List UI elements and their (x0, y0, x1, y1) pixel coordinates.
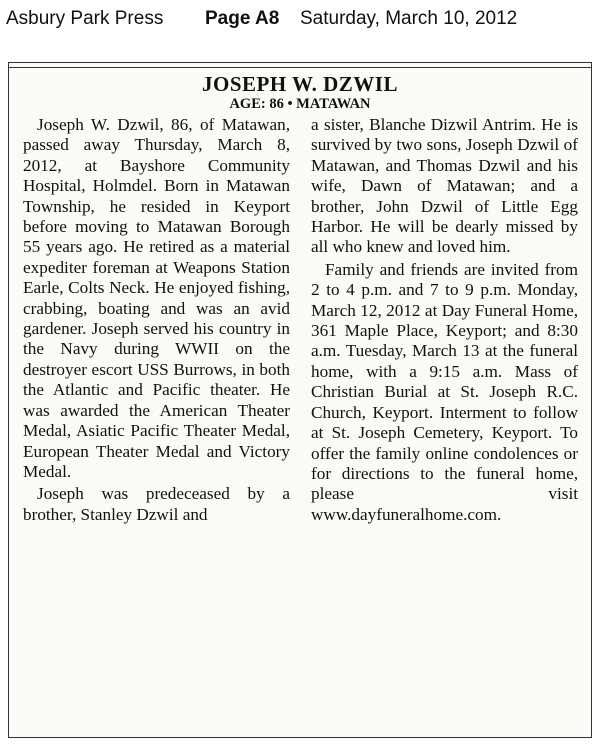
publication-date: Saturday, March 10, 2012 (300, 8, 518, 29)
paragraph-biography: Joseph W. Dzwil, 86, of Matawan, passed away Thursday, March 8, 2012, at Bayshore Community Hospital, Holmdel. Born in Matawan Township, he resided in Keyport before moving to Matawan Borough 55 years ago. He retired as a material expediter foreman at Weapons Station Earle, Colts Neck. He enjoyed fishing, crabbing, boating and was an avid gardener. Joseph served his country in the Navy during WWII on the destroyer escort USS Burrows, in both the Atlantic and Pacific theater. He was awarded the American Theater Medal, Asiatic Pacific Theater Medal, European Theater Medal and Victory Medal. (23, 115, 290, 481)
paragraph-family-start: Joseph was predeceased by a brother, Stanley Dzwil and (23, 484, 290, 524)
paragraph-family-continued: a sister, Blanche Dizwil Antrim. He is survived by two sons, Joseph Dzwil of Matawan, and Thomas Dzwil and his wife, Dawn of Matawan; and a brother, John Dzwil of Little Egg Harbor. He will be dearly missed by all who knew and loved him. (311, 115, 578, 257)
obituary-name: JOSEPH W. DZWIL (202, 72, 398, 96)
right-column (311, 115, 578, 527)
newspaper-name: Asbury Park Press (6, 8, 164, 29)
left-column (23, 115, 290, 527)
obituary-subtitle: AGE: 86 • MATAWAN (229, 96, 371, 112)
page-number: Page A8 (205, 8, 280, 29)
obituary-clipping (8, 62, 592, 738)
top-rule (9, 63, 591, 68)
paragraph-services: Family and friends are invited from 2 to 4 p.m. and 7 to 9 p.m. Monday, March 12, 2012 at Day Funeral Home, 361 Maple Place, Keyport; and 8:30 a.m. Tuesday, March 13 at the funeral home, with a 9:15 a.m. Mass of Christian Burial at St. Joseph R.C. Church, Keyport. Interment to follow at St. Joseph Cemetery, Keyport. To offer the family online condolences or for directions to the funeral home, please visit www.dayfuneralhome.com. (311, 259, 578, 524)
masthead (0, 0, 600, 40)
